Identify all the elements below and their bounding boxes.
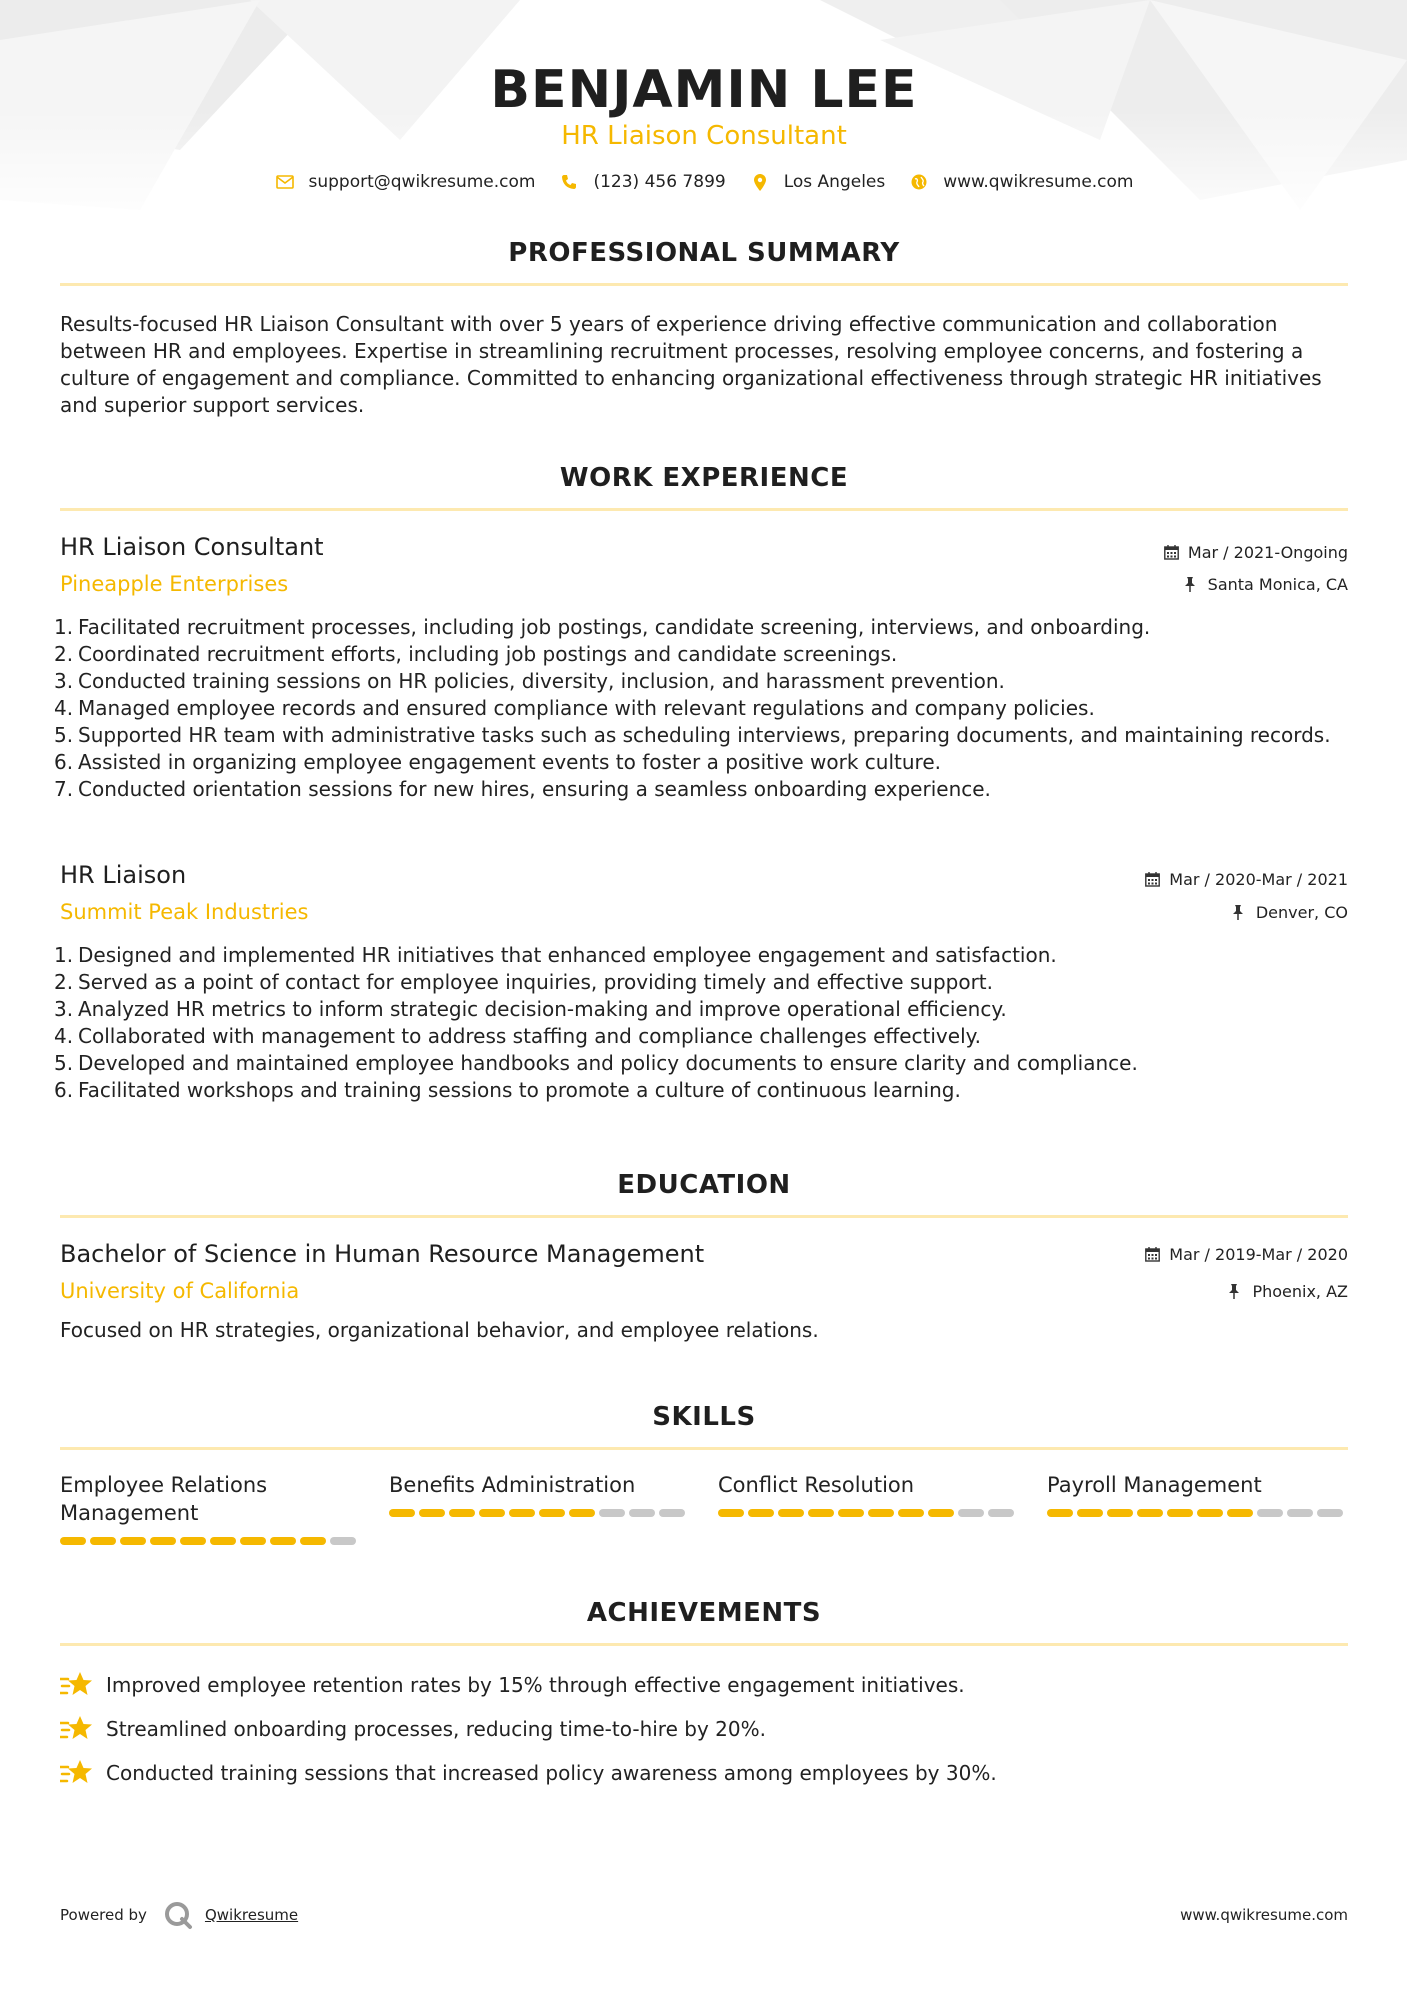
envelope-icon (275, 172, 295, 192)
achievements-divider (60, 1643, 1348, 1646)
job-title: HR Liaison (60, 861, 187, 889)
skill-dot-empty (659, 1509, 685, 1517)
bullet-number: 2. (54, 970, 74, 994)
job-company: Summit Peak Industries (60, 900, 309, 924)
bullet-text: Coordinated recruitment efforts, including job postings and candidate screenings. (78, 642, 898, 666)
contact-email[interactable] (275, 172, 536, 192)
skill-dot-filled (240, 1537, 266, 1545)
bullet-text: Facilitated recruitment processes, including job postings, candidate screening, interviews, and onboarding. (78, 615, 1151, 639)
job-title: HR Liaison Consultant (60, 533, 324, 561)
job-bullet (54, 668, 1348, 695)
skill-dot-filled (748, 1509, 774, 1517)
skill-item (718, 1471, 1018, 1517)
bullet-number: 2. (54, 642, 74, 666)
job-bullet (54, 1023, 1348, 1050)
skill-dot-filled (868, 1509, 894, 1517)
footer-website[interactable]: www.qwikresume.com (1180, 1906, 1348, 1924)
skill-dot-empty (988, 1509, 1014, 1517)
skill-dot-filled (1197, 1509, 1223, 1517)
summary-heading: PROFESSIONAL SUMMARY (508, 238, 900, 268)
powered-by-label: Powered by (60, 1906, 147, 1924)
skill-item (60, 1471, 360, 1545)
skill-dot-filled (928, 1509, 954, 1517)
achievements-heading: ACHIEVEMENTS (586, 1598, 822, 1628)
star-icon (60, 1670, 94, 1700)
education-divider (60, 1215, 1348, 1218)
bullet-number: 5. (54, 723, 74, 747)
contact-phone[interactable] (559, 172, 725, 192)
skill-dot-empty (958, 1509, 984, 1517)
job-dates-text: Mar / 2020-Mar / 2021 (1169, 870, 1348, 889)
skill-dot-filled (150, 1537, 176, 1545)
bullet-number: 1. (54, 943, 74, 967)
bullet-text: Conducted orientation sessions for new hires, ensuring a seamless onboarding experience. (78, 777, 991, 801)
bullet-number: 3. (54, 669, 74, 693)
achievement-text: Improved employee retention rates by 15% through effective engagement initiatives. (106, 1673, 965, 1697)
skills-divider (60, 1447, 1348, 1450)
job-location (1184, 575, 1348, 594)
skill-dot-filled (898, 1509, 924, 1517)
bullet-text: Collaborated with management to address staffing and compliance challenges effectively. (78, 1024, 981, 1048)
skill-dot-filled (180, 1537, 206, 1545)
education-description: Focused on HR strategies, organizational behavior, and employee relations. (60, 1318, 819, 1342)
job-bullet (54, 614, 1348, 641)
education-heading: EDUCATION (617, 1170, 791, 1200)
bullet-text: Conducted training sessions on HR policies, diversity, inclusion, and harassment prevention. (78, 669, 1005, 693)
job-bullet-list (54, 614, 1348, 803)
star-icon (60, 1758, 94, 1788)
job-bullet (54, 749, 1348, 776)
skill-dot-filled (778, 1509, 804, 1517)
bullet-number: 6. (54, 750, 74, 774)
calendar-icon (1164, 545, 1180, 561)
skill-dot-filled (449, 1509, 475, 1517)
skill-dot-filled (90, 1537, 116, 1545)
job-dates (1145, 870, 1348, 889)
skill-dot-empty (1317, 1509, 1343, 1517)
skill-dot-empty (599, 1509, 625, 1517)
bullet-number: 4. (54, 1024, 74, 1048)
achievement-text: Streamlined onboarding processes, reducing time-to-hire by 20%. (106, 1717, 766, 1741)
skill-dot-filled (1077, 1509, 1103, 1517)
education-degree: Bachelor of Science in Human Resource Management (60, 1240, 705, 1268)
experience-heading: WORK EXPERIENCE (559, 463, 849, 493)
qwikresume-logo-icon (163, 1900, 193, 1930)
skill-dot-filled (1047, 1509, 1073, 1517)
job-location-text: Denver, CO (1255, 903, 1348, 922)
bullet-text: Developed and maintained employee handbooks and policy documents to ensure clarity and compliance. (78, 1051, 1138, 1075)
bullet-text: Facilitated workshops and training sessions to promote a culture of continuous learning. (78, 1078, 961, 1102)
summary-divider (60, 283, 1348, 286)
contact-bar (60, 172, 1348, 192)
skill-dot-filled (1107, 1509, 1133, 1517)
bullet-text: Supported HR team with administrative tasks such as scheduling interviews, preparing documents, and maintaining records. (78, 723, 1331, 747)
experience-divider (60, 508, 1348, 511)
job-bullet (54, 695, 1348, 722)
job-location-text: Santa Monica, CA (1207, 575, 1348, 594)
skill-dot-filled (300, 1537, 326, 1545)
skill-dot-filled (120, 1537, 146, 1545)
candidate-name: BENJAMIN LEE (490, 60, 918, 120)
pushpin-icon (1232, 905, 1248, 921)
bullet-number: 5. (54, 1051, 74, 1075)
footer-powered-by (60, 1900, 298, 1930)
contact-location (750, 172, 886, 192)
skills-heading: SKILLS (652, 1402, 756, 1432)
skill-dot-filled (808, 1509, 834, 1517)
skill-dot-empty (330, 1537, 356, 1545)
contact-location-text: Los Angeles (783, 172, 886, 192)
qwikresume-link[interactable]: Qwikresume (204, 1906, 299, 1924)
job-bullet (54, 722, 1348, 749)
skill-name: Benefits Administration (389, 1473, 636, 1497)
pushpin-icon (1228, 1284, 1244, 1300)
job-bullet (54, 1077, 1348, 1104)
skill-item (389, 1471, 689, 1517)
job-dates (1164, 543, 1348, 562)
job-bullet (54, 641, 1348, 668)
skill-rating (1047, 1509, 1347, 1517)
calendar-icon (1145, 872, 1161, 888)
skill-dot-filled (569, 1509, 595, 1517)
skill-dot-filled (539, 1509, 565, 1517)
skill-rating (60, 1537, 360, 1545)
skill-dot-filled (838, 1509, 864, 1517)
calendar-icon (1145, 1247, 1161, 1263)
bullet-text: Assisted in organizing employee engagement events to foster a positive work culture. (78, 750, 941, 774)
map-pin-icon (750, 172, 770, 192)
skill-dot-filled (389, 1509, 415, 1517)
bullet-number: 3. (54, 997, 74, 1021)
contact-website-text: www.qwikresume.com (943, 172, 1134, 192)
education-dates (1145, 1245, 1348, 1264)
skill-dot-filled (479, 1509, 505, 1517)
skill-dot-filled (1227, 1509, 1253, 1517)
bullet-number: 1. (54, 615, 74, 639)
skill-dot-empty (1257, 1509, 1283, 1517)
bullet-number: 7. (54, 777, 74, 801)
summary-text: Results-focused HR Liaison Consultant with over 5 years of experience driving effective communication and collaboration between HR and employees. Expertise in streamlining recruitment processes, resolving employee concerns, and fostering a culture of engagement and compliance. Committed to enhancing organizational effectiveness through strategic HR initiatives and superior support services. (60, 312, 1322, 417)
globe-icon (909, 172, 929, 192)
skill-dot-filled (419, 1509, 445, 1517)
bullet-text: Analyzed HR metrics to inform strategic decision-making and improve operational efficiency. (78, 997, 1007, 1021)
contact-phone-text: (123) 456 7899 (593, 172, 726, 192)
skill-dot-filled (270, 1537, 296, 1545)
job-bullet-list (54, 942, 1348, 1104)
skill-dot-filled (718, 1509, 744, 1517)
skill-item (1047, 1471, 1347, 1517)
skill-dot-filled (1137, 1509, 1163, 1517)
skill-dot-filled (1167, 1509, 1193, 1517)
pushpin-icon (1184, 577, 1200, 593)
job-bullet (54, 1050, 1348, 1077)
achievement-item (60, 1714, 1348, 1744)
skill-rating (718, 1509, 1018, 1517)
bullet-text: Designed and implemented HR initiatives that enhanced employee engagement and satisfaction. (78, 943, 1057, 967)
skill-dot-filled (210, 1537, 236, 1545)
bullet-number: 4. (54, 696, 74, 720)
job-bullet (54, 996, 1348, 1023)
skill-dot-empty (629, 1509, 655, 1517)
achievement-item (60, 1758, 1348, 1788)
skill-dot-filled (60, 1537, 86, 1545)
skill-dot-empty (1287, 1509, 1313, 1517)
job-bullet (54, 776, 1348, 803)
candidate-title: HR Liaison Consultant (561, 121, 847, 151)
education-dates-text: Mar / 2019-Mar / 2020 (1169, 1245, 1348, 1264)
job-dates-text: Mar / 2021-Ongoing (1187, 543, 1348, 562)
skill-name: Payroll Management (1047, 1473, 1262, 1497)
education-location (1228, 1282, 1348, 1301)
achievement-item (60, 1670, 1348, 1700)
bullet-text: Managed employee records and ensured compliance with relevant regulations and company policies. (78, 696, 1095, 720)
skill-name: Employee Relations Management (60, 1473, 268, 1525)
contact-email-text: support@qwikresume.com (308, 172, 536, 192)
education-school: University of California (60, 1279, 300, 1303)
job-bullet (54, 969, 1348, 996)
bullet-text: Served as a point of contact for employee inquiries, providing timely and effective support. (78, 970, 994, 994)
achievement-text: Conducted training sessions that increased policy awareness among employees by 30%. (106, 1761, 997, 1785)
skill-dot-filled (509, 1509, 535, 1517)
bullet-number: 6. (54, 1078, 74, 1102)
job-location (1232, 903, 1348, 922)
contact-website[interactable] (909, 172, 1133, 192)
skill-rating (389, 1509, 689, 1517)
education-location-text: Phoenix, AZ (1252, 1282, 1348, 1301)
job-company: Pineapple Enterprises (60, 572, 289, 596)
phone-icon (559, 172, 579, 192)
star-icon (60, 1714, 94, 1744)
job-bullet (54, 942, 1348, 969)
skill-name: Conflict Resolution (718, 1473, 915, 1497)
